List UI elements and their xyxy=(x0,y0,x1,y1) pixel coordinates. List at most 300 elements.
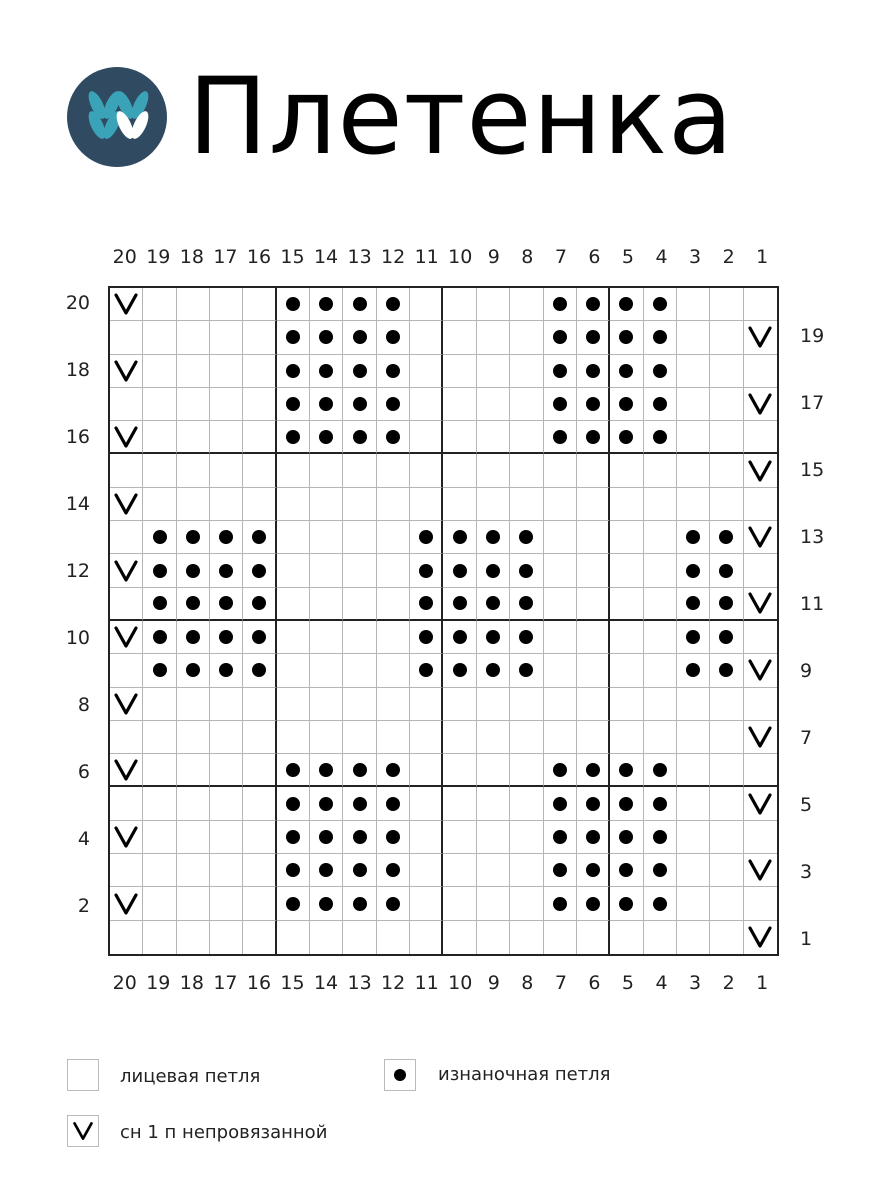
purl-dot-icon xyxy=(619,763,633,777)
slip-stitch-v-icon xyxy=(747,325,773,349)
chart-cell xyxy=(243,588,276,621)
legend-slip-label: сн 1 п непровязанной xyxy=(120,1122,328,1143)
chart-cell xyxy=(610,554,643,587)
purl-dot-icon xyxy=(394,1069,406,1081)
chart-cell xyxy=(610,887,643,920)
chart-cell xyxy=(710,721,743,754)
chart-cell xyxy=(644,854,677,887)
purl-dot-icon xyxy=(619,330,633,344)
chart-cell xyxy=(610,588,643,621)
chart-cell xyxy=(110,787,143,820)
purl-dot-icon xyxy=(153,663,167,677)
chart-cell xyxy=(443,388,476,421)
row-number: 13 xyxy=(800,526,825,549)
chart-cell xyxy=(644,554,677,587)
purl-dot-icon xyxy=(286,364,300,378)
chart-cell xyxy=(143,721,176,754)
row-number: 17 xyxy=(800,392,825,415)
chart-cell xyxy=(677,787,710,820)
chart-cell xyxy=(644,921,677,954)
chart-cell xyxy=(610,321,643,354)
chart-cell xyxy=(310,421,343,454)
purl-dot-icon xyxy=(219,630,233,644)
chart-cell xyxy=(177,321,210,354)
chart-cell xyxy=(610,488,643,521)
chart-cell xyxy=(477,321,510,354)
chart-cell xyxy=(544,688,577,721)
chart-cell xyxy=(577,554,610,587)
column-number: 11 xyxy=(414,246,439,268)
legend-knit-label: лицевая петля xyxy=(120,1066,261,1087)
slip-stitch-v-icon xyxy=(113,625,139,649)
chart-cell xyxy=(477,921,510,954)
purl-dot-icon xyxy=(553,763,567,777)
chart-cell xyxy=(377,454,410,487)
chart-cell xyxy=(544,654,577,687)
chart-cell xyxy=(443,721,476,754)
chart-cell xyxy=(110,887,143,920)
chart-cell xyxy=(510,921,543,954)
column-number: 20 xyxy=(112,246,137,268)
purl-dot-icon xyxy=(319,830,333,844)
chart-cell xyxy=(310,787,343,820)
column-number: 18 xyxy=(179,972,204,994)
chart-cell xyxy=(210,554,243,587)
column-number: 6 xyxy=(588,246,601,268)
column-number: 13 xyxy=(347,972,372,994)
chart-cell xyxy=(677,654,710,687)
column-number: 18 xyxy=(179,246,204,268)
chart-cell xyxy=(143,288,176,321)
chart-cell xyxy=(143,554,176,587)
chart-cell xyxy=(177,388,210,421)
chart-cell xyxy=(610,688,643,721)
chart-cell xyxy=(210,921,243,954)
chart-cell xyxy=(343,754,376,787)
chart-cell xyxy=(277,588,310,621)
purl-dot-icon xyxy=(186,596,200,610)
chart-cell xyxy=(210,488,243,521)
chart-cell xyxy=(110,721,143,754)
purl-dot-icon xyxy=(286,397,300,411)
purl-dot-icon xyxy=(553,863,567,877)
chart-cell xyxy=(544,621,577,654)
purl-dot-icon xyxy=(186,564,200,578)
chart-cell xyxy=(477,821,510,854)
chart-cell xyxy=(210,621,243,654)
purl-dot-icon xyxy=(653,763,667,777)
chart-cell xyxy=(177,621,210,654)
purl-dot-icon xyxy=(386,763,400,777)
chart-cell xyxy=(544,355,577,388)
purl-dot-icon xyxy=(353,797,367,811)
chart-cell xyxy=(710,654,743,687)
chart-cell xyxy=(377,654,410,687)
purl-dot-icon xyxy=(286,830,300,844)
chart-cell xyxy=(143,454,176,487)
purl-dot-icon xyxy=(386,830,400,844)
purl-dot-icon xyxy=(153,596,167,610)
purl-dot-icon xyxy=(619,364,633,378)
column-number: 7 xyxy=(554,246,567,268)
chart-cell xyxy=(677,355,710,388)
column-number: 12 xyxy=(381,246,406,268)
chart-cell xyxy=(577,854,610,887)
chart-cell xyxy=(544,521,577,554)
chart-cell xyxy=(110,621,143,654)
column-number: 4 xyxy=(655,972,668,994)
chart-cell xyxy=(744,454,777,487)
chart-cell xyxy=(510,521,543,554)
chart-cell xyxy=(377,821,410,854)
chart-cell xyxy=(343,355,376,388)
purl-dot-icon xyxy=(319,330,333,344)
chart-cell xyxy=(577,421,610,454)
purl-dot-icon xyxy=(219,564,233,578)
chart-cell xyxy=(210,521,243,554)
chart-cell xyxy=(577,654,610,687)
chart-cell xyxy=(277,421,310,454)
chart-cell xyxy=(277,321,310,354)
chart-cell xyxy=(510,355,543,388)
chart-cell xyxy=(477,554,510,587)
chart-cell xyxy=(677,388,710,421)
purl-dot-icon xyxy=(186,663,200,677)
chart-cell xyxy=(410,654,443,687)
column-number: 4 xyxy=(655,246,668,268)
chart-cell xyxy=(310,388,343,421)
chart-cell xyxy=(710,388,743,421)
chart-cell xyxy=(677,887,710,920)
slip-stitch-v-icon xyxy=(113,758,139,782)
chart-cell xyxy=(377,621,410,654)
chart-cell xyxy=(443,921,476,954)
chart-cell xyxy=(410,854,443,887)
chart-cell xyxy=(477,521,510,554)
chart-cell xyxy=(177,721,210,754)
column-number: 12 xyxy=(381,972,406,994)
purl-dot-icon xyxy=(353,763,367,777)
purl-dot-icon xyxy=(553,330,567,344)
chart-cell xyxy=(443,654,476,687)
row-number: 5 xyxy=(800,794,813,817)
chart-cell xyxy=(377,688,410,721)
purl-dot-icon xyxy=(686,530,700,544)
purl-dot-icon xyxy=(286,297,300,311)
purl-dot-icon xyxy=(386,897,400,911)
chart-cell xyxy=(177,854,210,887)
chart-cell xyxy=(544,754,577,787)
chart-cell xyxy=(577,754,610,787)
chart-cell xyxy=(177,521,210,554)
chart-cell xyxy=(143,854,176,887)
chart-cell xyxy=(143,488,176,521)
chart-cell xyxy=(310,721,343,754)
chart-cell xyxy=(277,454,310,487)
purl-dot-icon xyxy=(286,797,300,811)
slip-stitch-v-icon xyxy=(113,359,139,383)
chart-cell xyxy=(243,887,276,920)
chart-cell xyxy=(277,488,310,521)
chart-cell xyxy=(477,421,510,454)
chart-cell xyxy=(243,754,276,787)
purl-dot-icon xyxy=(719,564,733,578)
page-title: Плетенка xyxy=(188,55,734,178)
chart-cell xyxy=(410,488,443,521)
chart-cell xyxy=(744,288,777,321)
chart-cell xyxy=(710,488,743,521)
chart-cell xyxy=(510,421,543,454)
chart-cell xyxy=(210,721,243,754)
chart-cell xyxy=(644,288,677,321)
purl-dot-icon xyxy=(453,663,467,677)
chart-cell xyxy=(210,388,243,421)
chart-cell xyxy=(143,688,176,721)
purl-dot-icon xyxy=(286,763,300,777)
chart-cell xyxy=(110,488,143,521)
purl-dot-icon xyxy=(386,863,400,877)
chart-cell xyxy=(443,854,476,887)
column-number: 9 xyxy=(487,972,500,994)
chart-cell xyxy=(243,355,276,388)
chart-cell xyxy=(443,288,476,321)
chart-cell xyxy=(677,688,710,721)
chart-cell xyxy=(277,654,310,687)
purl-dot-icon xyxy=(553,897,567,911)
chart-cell xyxy=(744,388,777,421)
chart-cell xyxy=(710,521,743,554)
purl-dot-icon xyxy=(453,530,467,544)
chart-cell xyxy=(377,588,410,621)
chart-cell xyxy=(477,887,510,920)
chart-cell xyxy=(143,321,176,354)
column-number: 20 xyxy=(112,972,137,994)
purl-dot-icon xyxy=(653,897,667,911)
chart-cell xyxy=(544,488,577,521)
chart-cell xyxy=(177,288,210,321)
chart-cell xyxy=(710,688,743,721)
chart-cell xyxy=(343,621,376,654)
row-number: 7 xyxy=(800,727,813,750)
chart-cell xyxy=(310,321,343,354)
purl-dot-icon xyxy=(719,663,733,677)
chart-cell xyxy=(243,554,276,587)
chart-cell xyxy=(343,488,376,521)
chart-cell xyxy=(477,388,510,421)
chart-cell xyxy=(510,588,543,621)
chart-cell xyxy=(510,288,543,321)
row-number: 1 xyxy=(800,928,813,951)
chart-cell xyxy=(510,821,543,854)
chart-cell xyxy=(310,654,343,687)
chart-cell xyxy=(477,721,510,754)
purl-dot-icon xyxy=(219,596,233,610)
chart-cell xyxy=(177,588,210,621)
purl-dot-icon xyxy=(619,863,633,877)
purl-dot-icon xyxy=(252,530,266,544)
purl-dot-icon xyxy=(553,297,567,311)
row-number: 8 xyxy=(77,693,90,716)
chart-cell xyxy=(143,355,176,388)
column-number: 2 xyxy=(722,246,735,268)
row-number: 11 xyxy=(800,593,825,616)
chart-cell xyxy=(277,921,310,954)
chart-cell xyxy=(744,887,777,920)
chart-cell xyxy=(143,521,176,554)
chart-cell xyxy=(744,621,777,654)
chart-cell xyxy=(610,454,643,487)
row-number: 3 xyxy=(800,861,813,884)
logo xyxy=(67,67,167,167)
purl-dot-icon xyxy=(486,630,500,644)
chart-cell xyxy=(610,621,643,654)
chart-cell xyxy=(710,321,743,354)
chart-cell xyxy=(143,887,176,920)
chart-cell xyxy=(310,921,343,954)
chart-cell xyxy=(343,821,376,854)
chart-cell xyxy=(710,288,743,321)
chart-cell xyxy=(443,588,476,621)
chart-cell xyxy=(577,621,610,654)
chart-cell xyxy=(177,688,210,721)
chart-cell xyxy=(443,421,476,454)
chart-cell xyxy=(177,654,210,687)
purl-dot-icon xyxy=(653,863,667,877)
chart-cell xyxy=(210,654,243,687)
chart-cell xyxy=(377,921,410,954)
chart-cell xyxy=(610,421,643,454)
column-number: 17 xyxy=(213,246,238,268)
chart-cell xyxy=(544,887,577,920)
chart-cell xyxy=(143,787,176,820)
chart-cell xyxy=(677,521,710,554)
chart-cell xyxy=(510,787,543,820)
column-number: 17 xyxy=(213,972,238,994)
slip-stitch-v-icon xyxy=(747,858,773,882)
chart-cell xyxy=(410,421,443,454)
purl-dot-icon xyxy=(553,364,567,378)
chart-cell xyxy=(310,754,343,787)
chart-cell xyxy=(544,454,577,487)
chart-cell xyxy=(710,921,743,954)
chart-cell xyxy=(410,621,443,654)
chart-cell xyxy=(610,288,643,321)
chart-cell xyxy=(310,588,343,621)
chart-cell xyxy=(410,454,443,487)
purl-dot-icon xyxy=(453,596,467,610)
column-number: 15 xyxy=(280,246,305,268)
chart-cell xyxy=(310,355,343,388)
purl-dot-icon xyxy=(386,797,400,811)
chart-cell xyxy=(210,688,243,721)
chart-cell xyxy=(610,754,643,787)
row-number: 6 xyxy=(77,760,90,783)
purl-dot-icon xyxy=(453,630,467,644)
legend-purl-label: изнаночная петля xyxy=(438,1064,611,1085)
purl-dot-icon xyxy=(319,897,333,911)
chart-cell xyxy=(343,388,376,421)
purl-dot-icon xyxy=(419,663,433,677)
chart-cell xyxy=(277,288,310,321)
chart-cell xyxy=(677,588,710,621)
chart-cell xyxy=(377,554,410,587)
purl-dot-icon xyxy=(419,630,433,644)
chart-cell xyxy=(644,621,677,654)
purl-dot-icon xyxy=(553,830,567,844)
purl-dot-icon xyxy=(486,564,500,578)
slip-stitch-v-icon xyxy=(747,392,773,416)
chart-cell xyxy=(477,621,510,654)
chart-cell xyxy=(377,488,410,521)
chart-cell xyxy=(677,454,710,487)
chart-cell xyxy=(177,355,210,388)
purl-dot-icon xyxy=(286,330,300,344)
slip-stitch-v-icon xyxy=(113,425,139,449)
chart-cell xyxy=(243,654,276,687)
purl-dot-icon xyxy=(519,564,533,578)
chart-cell xyxy=(177,921,210,954)
knit-stitch-logo-icon xyxy=(67,67,167,167)
chart-cell xyxy=(744,721,777,754)
chart-cell xyxy=(677,821,710,854)
chart-cell xyxy=(677,754,710,787)
row-number: 12 xyxy=(65,559,90,582)
chart-cell xyxy=(343,721,376,754)
chart-cell xyxy=(677,488,710,521)
column-number: 9 xyxy=(487,246,500,268)
chart-cell xyxy=(210,288,243,321)
chart-cell xyxy=(343,688,376,721)
chart-cell xyxy=(277,887,310,920)
chart-cell xyxy=(343,787,376,820)
purl-dot-icon xyxy=(186,530,200,544)
chart-cell xyxy=(744,654,777,687)
chart-cell xyxy=(710,787,743,820)
purl-dot-icon xyxy=(586,863,600,877)
purl-dot-icon xyxy=(319,797,333,811)
purl-dot-icon xyxy=(319,397,333,411)
chart-cell xyxy=(410,821,443,854)
purl-dot-icon xyxy=(353,364,367,378)
row-number: 19 xyxy=(800,325,825,348)
purl-dot-icon xyxy=(586,364,600,378)
chart-cell xyxy=(310,521,343,554)
purl-dot-icon xyxy=(386,297,400,311)
chart-cell xyxy=(243,388,276,421)
chart-cell xyxy=(110,454,143,487)
chart-cell xyxy=(443,521,476,554)
purl-dot-icon xyxy=(586,397,600,411)
row-number: 4 xyxy=(77,827,90,850)
chart-cell xyxy=(544,588,577,621)
chart-cell xyxy=(577,787,610,820)
chart-cell xyxy=(243,854,276,887)
chart-cell xyxy=(744,688,777,721)
purl-dot-icon xyxy=(719,530,733,544)
chart-cell xyxy=(644,488,677,521)
chart-cell xyxy=(177,787,210,820)
chart-cell xyxy=(744,488,777,521)
purl-dot-icon xyxy=(653,397,667,411)
purl-dot-icon xyxy=(686,663,700,677)
chart-cell xyxy=(677,621,710,654)
column-number: 19 xyxy=(146,972,171,994)
slip-stitch-v-icon xyxy=(747,658,773,682)
chart-cell xyxy=(477,588,510,621)
chart-cell xyxy=(510,887,543,920)
chart-cell xyxy=(310,688,343,721)
chart-cell xyxy=(143,388,176,421)
